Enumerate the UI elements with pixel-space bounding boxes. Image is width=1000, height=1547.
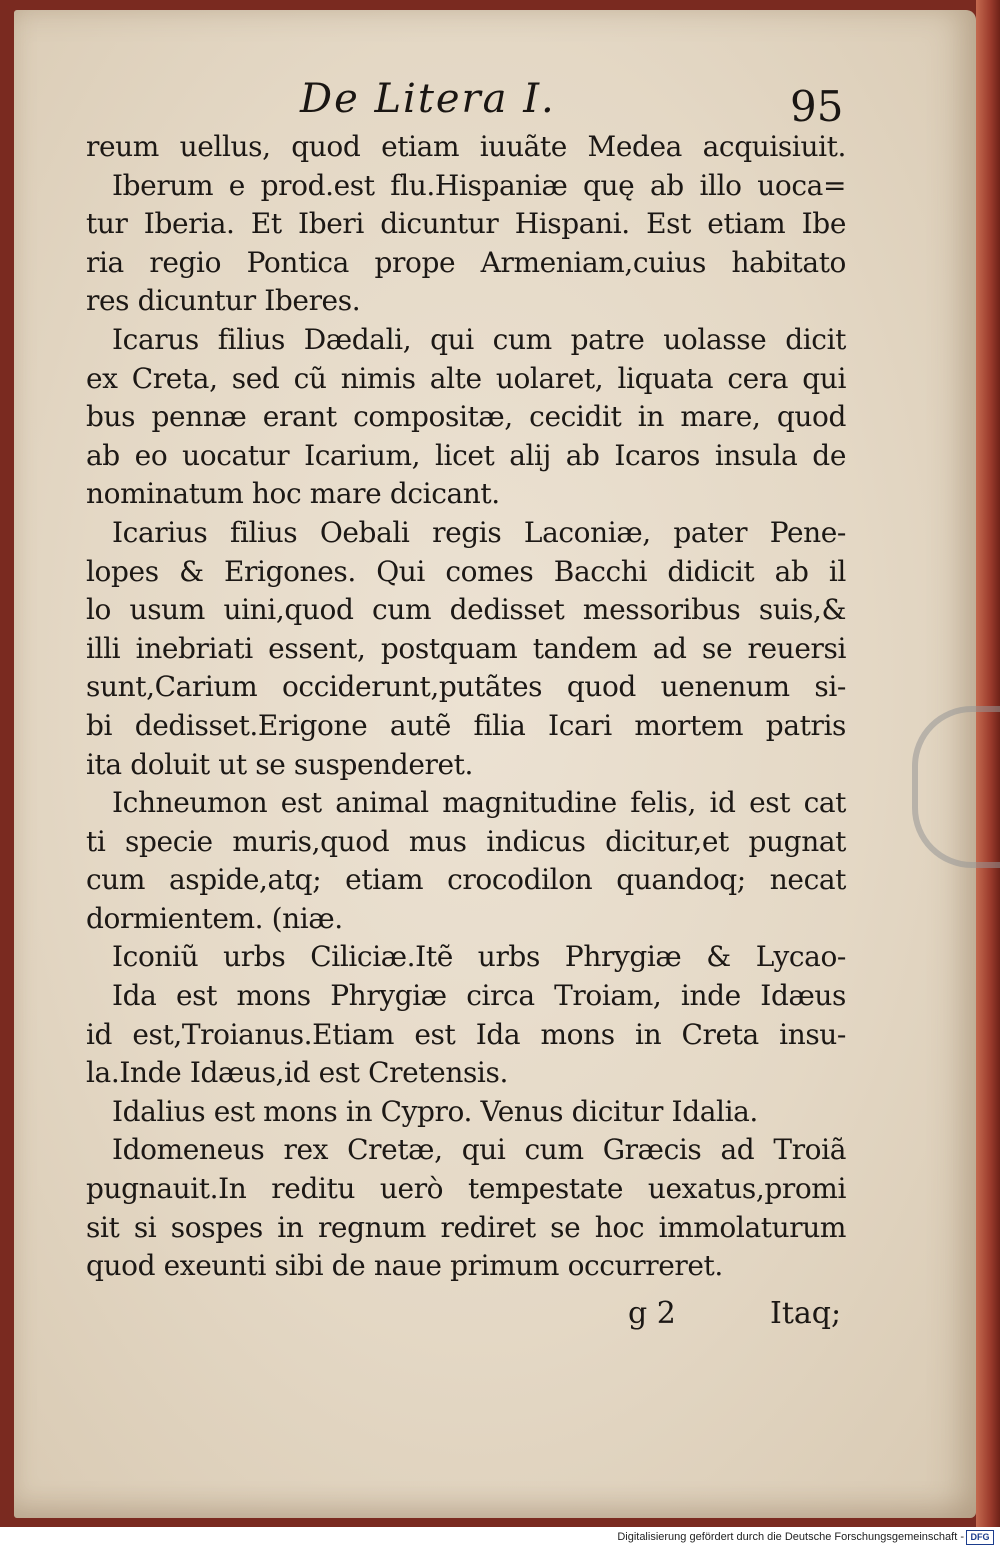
text-line: pugnauit.In reditu uerò tempestate uexatus,promi	[86, 1172, 846, 1206]
text-line: sunt,Carium occiderunt,putãtes quod uenenum si-	[86, 670, 846, 704]
body-text	[86, 128, 846, 1286]
text-line: Icarus filius Dædali, qui cum patre uolasse dicit	[112, 322, 846, 356]
text-line: ria regio Pontica prope Armeniam,cuius habitato	[86, 245, 846, 279]
text-line: Idomeneus rex Cretæ, qui cum Græcis ad Troiã	[112, 1133, 846, 1167]
text-line: Ida est mons Phrygiæ circa Troiam, inde Idæus	[112, 979, 846, 1013]
text-line: lopes & Erigones. Qui comes Bacchi didicit ab il	[86, 554, 846, 588]
text-line: bi dedisset.Erigone autẽ filia Icari mortem patris	[86, 708, 846, 742]
text-line: Idalius est mons in Cypro. Venus dicitur Idalia.	[112, 1094, 758, 1128]
text-line: illi inebriati essent, postquam tandem ad se reuersi	[86, 631, 846, 665]
text-line: Ichneumon est animal magnitudine felis, id est cat	[112, 786, 846, 820]
text-line: Iconiũ urbs Ciliciæ.Itẽ urbs Phrygiæ & Lycao-	[112, 940, 846, 974]
text-line: ab eo uocatur Icarium, licet alij ab Icaros insula de	[86, 438, 846, 472]
text-line: quod exeunti sibi de naue primum occurreret.	[86, 1249, 723, 1283]
text-line: ita doluit ut se suspenderet.	[86, 747, 474, 781]
text-line: cum aspide,atq; etiam crocodilon quandoq; necat	[86, 863, 846, 897]
text-line: tur Iberia. Et Iberi dicuntur Hispani. Est etiam Ibe	[86, 207, 846, 241]
signature-mark: g 2	[628, 1296, 676, 1331]
dfg-logo: DFG	[966, 1530, 994, 1545]
credit-text: Digitalisierung gefördert durch die Deutsche Forschungsgemeinschaft -	[617, 1531, 964, 1543]
text-line: Iberum e prod.est flu.Hispaniæ quę ab illo uoca=	[112, 168, 846, 202]
text-line: sit si sospes in regnum rediret se hoc immolaturum	[86, 1210, 846, 1244]
text-line: res dicuntur Iberes.	[86, 284, 361, 318]
page-header	[300, 76, 860, 132]
text-line: dormientem. (niæ.	[86, 901, 343, 935]
text-line: Icarius filius Oebali regis Laconiæ, pater Pene-	[112, 515, 846, 549]
page-clip	[912, 706, 1000, 868]
text-line: id est,Troianus.Etiam est Ida mons in Creta insu-	[86, 1017, 846, 1051]
text-line: bus pennæ erant compositæ, cecidit in mare, quod	[86, 400, 846, 434]
page-footer	[0, 1296, 1000, 1346]
text-line: ex Creta, sed cũ nimis alte uolaret, liquata cera qui	[86, 361, 846, 395]
text-line: nominatum hoc mare dcicant.	[86, 477, 500, 511]
text-line: lo usum uini,quod cum dedisset messoribus suis,&	[86, 593, 846, 627]
catchword: Itaq;	[770, 1296, 842, 1331]
running-title: De Litera I.	[300, 76, 556, 122]
text-line: la.Inde Idæus,id est Cretensis.	[86, 1056, 508, 1090]
page-number: 95	[790, 82, 844, 131]
text-line: reum uellus, quod etiam iuuãte Medea acquisiuit.	[86, 130, 846, 163]
digitization-credit	[0, 1527, 1000, 1547]
text-line: ti specie muris,quod mus indicus dicitur,et pugnat	[86, 824, 846, 858]
